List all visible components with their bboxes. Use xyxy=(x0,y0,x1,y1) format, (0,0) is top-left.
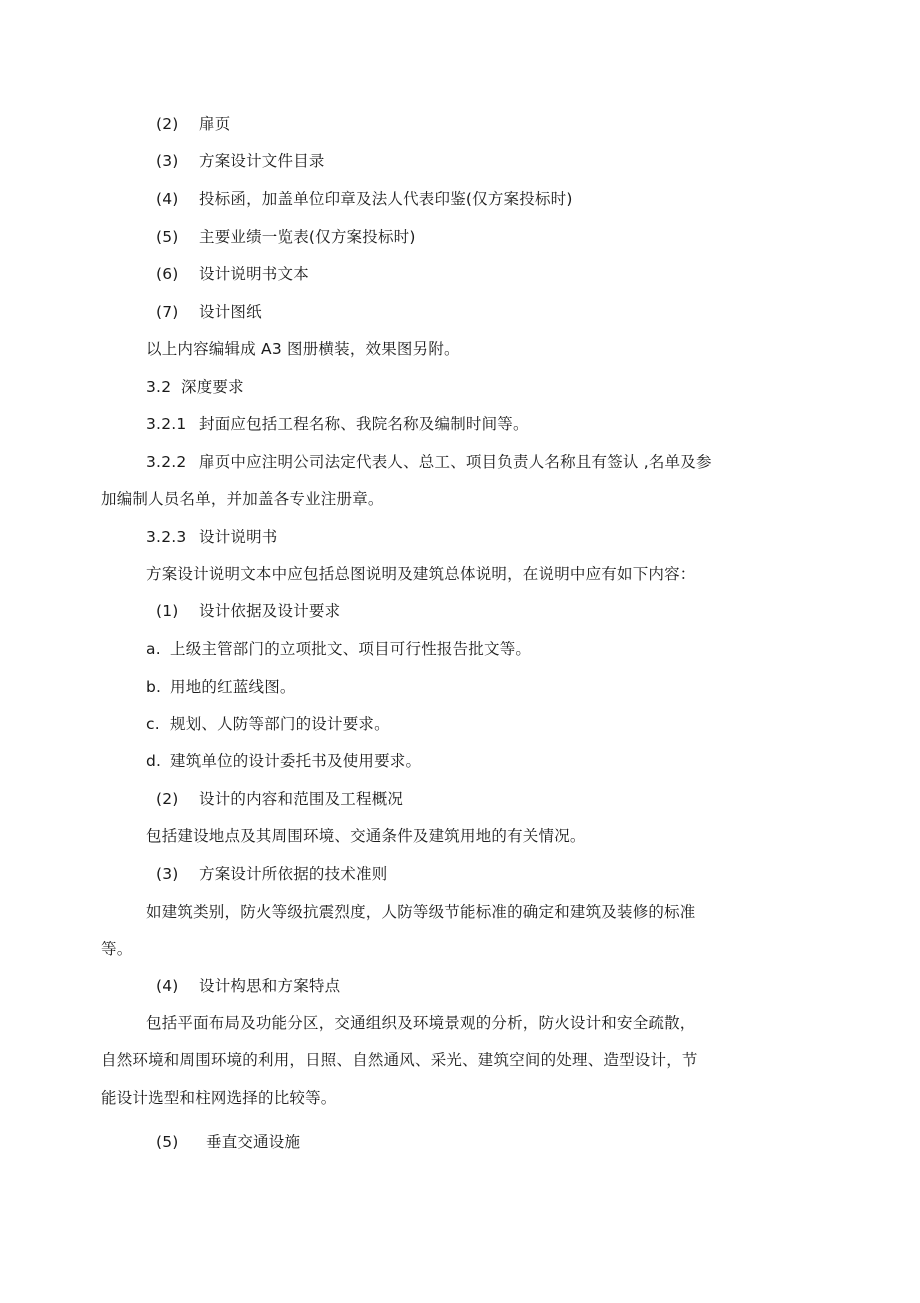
section-3-2-1 xyxy=(146,414,529,434)
item-description-continued: 能设计选型和柱网选择的比较等。 xyxy=(101,1089,337,1107)
item-description: 包括平面布局及功能分区，交通组织及环境景观的分析，防火设计和安全疏散， xyxy=(146,1014,696,1032)
item-description: 如建筑类别，防火等级抗震烈度，人防等级节能标准的确定和建筑及装修的标准 xyxy=(146,903,696,921)
toc-item-number: (2) xyxy=(156,115,179,133)
toc-item-text: 设计图纸 xyxy=(199,303,262,321)
item-text: 设计构思和方案特点 xyxy=(199,977,341,995)
item-letter: a. xyxy=(146,640,161,658)
binding-note: 以上内容编辑成 A3 图册横装，效果图另附。 xyxy=(146,340,460,358)
toc-item xyxy=(156,302,262,322)
item-text: 设计依据及设计要求 xyxy=(199,602,341,620)
section-title: 设计说明书 xyxy=(199,528,278,546)
numbered-item xyxy=(156,1132,300,1152)
section-number: 3.2.3 xyxy=(146,528,187,546)
lettered-item xyxy=(146,639,531,659)
item-text: 上级主管部门的立项批文、项目可行性报告批文等。 xyxy=(170,640,532,658)
toc-item xyxy=(156,151,325,171)
toc-item xyxy=(156,189,573,209)
item-description-continued: 等。 xyxy=(101,940,133,958)
section-3-2-2 xyxy=(146,452,712,472)
numbered-item xyxy=(156,976,340,996)
item-text: 规划、人防等部门的设计要求。 xyxy=(170,715,390,733)
section-number: 3.2 xyxy=(146,378,172,396)
toc-item-text: 方案设计文件目录 xyxy=(199,152,325,170)
numbered-item xyxy=(156,864,387,884)
lettered-item xyxy=(146,714,390,734)
toc-item-number: (7) xyxy=(156,303,179,321)
item-text: 设计的内容和范围及工程概况 xyxy=(199,790,404,808)
item-number: (1) xyxy=(156,602,179,620)
lettered-item xyxy=(146,751,421,771)
item-number: (2) xyxy=(156,790,179,808)
item-letter: d. xyxy=(146,752,162,770)
numbered-item xyxy=(156,789,403,809)
section-heading-3-2 xyxy=(146,377,244,397)
section-number: 3.2.2 xyxy=(146,453,187,471)
toc-item-text: 主要业绩一览表(仅方案投标时) xyxy=(199,228,416,246)
toc-item-number: (6) xyxy=(156,265,179,283)
section-heading-3-2-3 xyxy=(146,527,278,547)
item-text: 方案设计所依据的技术准则 xyxy=(199,865,388,883)
toc-item-number: (3) xyxy=(156,152,179,170)
lettered-item xyxy=(146,677,296,697)
section-title: 深度要求 xyxy=(181,378,244,396)
item-letter: b. xyxy=(146,678,162,696)
toc-item xyxy=(156,264,309,284)
item-text: 建筑单位的设计委托书及使用要求。 xyxy=(170,752,422,770)
section-number: 3.2.1 xyxy=(146,415,187,433)
section-text: 封面应包括工程名称、我院名称及编制时间等。 xyxy=(199,415,529,433)
item-number: (5) xyxy=(156,1133,179,1151)
toc-item-text: 扉页 xyxy=(199,115,231,133)
item-text: 垂直交通设施 xyxy=(206,1133,301,1151)
item-number: (4) xyxy=(156,977,179,995)
item-number: (3) xyxy=(156,865,179,883)
toc-item-text: 投标函，加盖单位印章及法人代表印鉴(仅方案投标时) xyxy=(199,190,573,208)
toc-item-text: 设计说明书文本 xyxy=(199,265,309,283)
item-letter: c. xyxy=(146,715,160,733)
section-3-2-2-continued: 加编制人员名单，并加盖各专业注册章。 xyxy=(101,490,384,508)
toc-item xyxy=(156,114,230,134)
item-description: 包括建设地点及其周围环境、交通条件及建筑用地的有关情况。 xyxy=(146,827,586,845)
toc-item-number: (4) xyxy=(156,190,179,208)
intro-paragraph: 方案设计说明文本中应包括总图说明及建筑总体说明，在说明中应有如下内容： xyxy=(146,565,696,583)
toc-item xyxy=(156,227,416,247)
item-description-continued: 自然环境和周围环境的利用，日照、自然通风、采光、建筑空间的处理、造型设计，节 xyxy=(101,1051,698,1069)
section-text: 扉页中应注明公司法定代表人、总工、项目负责人名称且有签认 ,名单及参 xyxy=(199,453,712,471)
numbered-item xyxy=(156,601,340,621)
toc-item-number: (5) xyxy=(156,228,179,246)
item-text: 用地的红蓝线图。 xyxy=(170,678,296,696)
